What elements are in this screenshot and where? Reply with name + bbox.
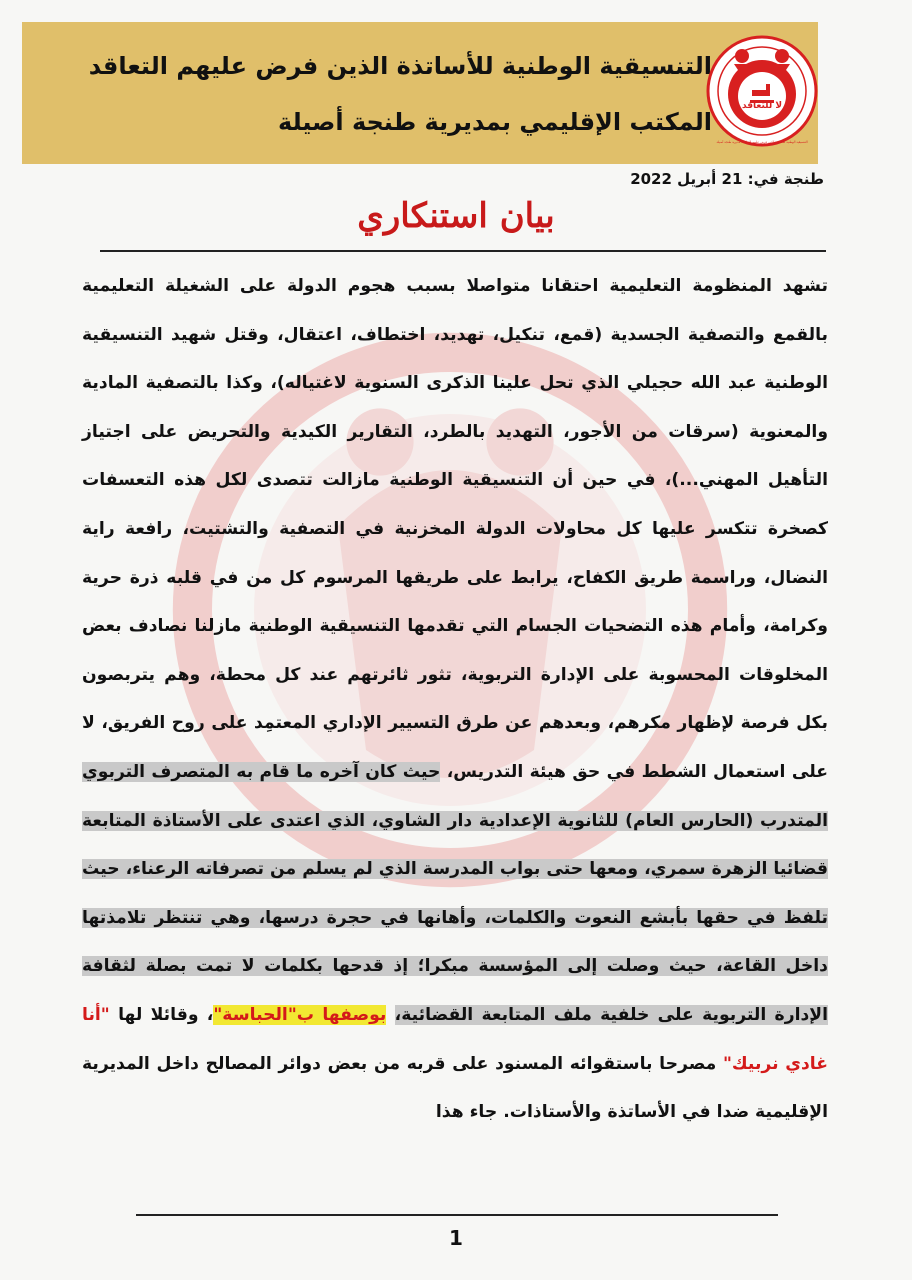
body-paragraph-continuation: ، وقائلا لها — [109, 1004, 214, 1025]
page-number: 1 — [449, 1226, 463, 1250]
footer-divider — [136, 1214, 778, 1216]
header-organization-name: التنسيقية الوطنية للأساتذة الذين فرض عليهم التعاقد — [88, 52, 712, 80]
title-divider — [100, 250, 826, 252]
body-quote: "أنا غادي نربيك" — [82, 1004, 828, 1074]
logo-ring-text: التنسيقية الوطنية للأساتذة الذين فرض عليهم التعاقد - مديرية طنجة أصيلة — [716, 140, 808, 144]
document-date: طنجة في: 21 أبريل 2022 — [630, 170, 824, 188]
body-space — [386, 1005, 394, 1025]
header-office-name: المكتب الإقليمي بمديرية طنجة أصيلة — [278, 108, 712, 136]
statement-title: بيان استنكاري — [357, 196, 555, 236]
body-highlight-gray: حيث كان آخره ما قام به المتصرف التربوي المتدرب (الحارس العام) للثانوية الإعدادية دار الشاوي، الذي اعتدى على الأستاذة المتابعة قضائيا الزهرة سمري، ومعها حتى بواب المدرسة الذي لم يسلم من تصرفاته الرعناء، حيث تلفظ في حقها بأبشع النعوت والكلمات، وأهانها في حجرة درسها، وهي تنتظر تلامذتها داخل القاعة، حيث وصلت إلى المؤسسة مبكرا؛ إذ قدحها بكلمات لا تمت بصلة لثقافة الإدارة التربوية على خلفية ملف المتابعة القضائية، — [82, 761, 828, 1025]
header-banner — [22, 22, 818, 164]
statement-body — [82, 262, 828, 1137]
body-paragraph-end: مصرحا باستقوائه المسنود على قربه من بعض دوائر المصالح داخل المديرية الإقليمية ضدا في الأساتذة والأستاذات. جاء هذا — [82, 1053, 828, 1123]
logo-label: لا للتعاقد — [741, 101, 783, 111]
body-highlight-yellow: بوصفها ب"الحباسة" — [213, 1004, 387, 1025]
body-paragraph-intro: تشهد المنظومة التعليمية احتقانا متواصلا بسبب هجوم الدولة على الشغيلة التعليمية بالقمع والتصفية الجسدية (قمع، تنكيل، تهديد، اختطاف، اعتقال، وقتل شهيد التنسيقية الوطنية عبد الله حجيلي الذي تحل علينا الذكرى السنوية لاغتياله)، وكذا بالتصفية المادية والمعنوية (سرقات من الأجور، التهديد بالطرد، التقارير الكيدية والتحريض على اجتياز التأهيل المهني...)، في حين أن التنسيقية الوطنية مازالت تتصدى لكل هذه التعسفات كصخرة تتكسر عليها كل محاولات الدولة المخزنية في التصفية والتشتيت، رافعة راية النضال، وراسمة طريق الكفاح، يرابط على طريقها المرسوم كل من في قلبه ذرة حرية وكرامة، وأمام هذه التضحيات الجسام التي تقدمها التنسيقية الوطنية مازلنا نصادف بعض المخلوقات المحسوبة على الإدارة التربوية، تثور ثائرتهم عند كل محطة، وهم يتربصون بكل فرصة لإظهار مكرهم، وبعدهم عن طرق التسيير الإداري المعتمِد على روح الفريق، لا على استعمال الشطط في حق هيئة التدريس، — [82, 276, 828, 782]
organization-logo-icon — [706, 34, 818, 148]
